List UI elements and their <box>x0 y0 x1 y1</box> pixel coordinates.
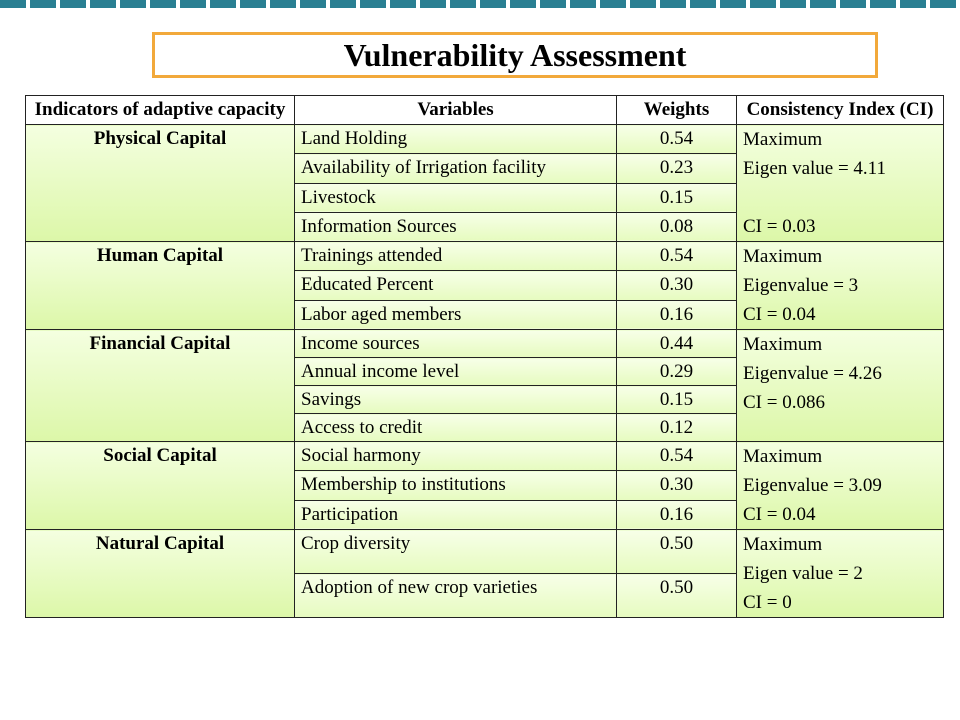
weight-cell: 0.29 <box>617 358 737 386</box>
title-box <box>152 32 878 78</box>
indicator-cell: Financial Capital <box>26 330 295 442</box>
consistency-index-cell <box>737 442 944 530</box>
ci-line: Eigen value = 4.11 <box>743 158 886 179</box>
ci-line: CI = 0.086 <box>743 392 825 413</box>
ci-line: Eigen value = 2 <box>743 563 863 584</box>
indicator-cell: Social Capital <box>26 442 295 530</box>
ci-line: CI = 0.03 <box>743 216 816 237</box>
weight-cell: 0.50 <box>617 574 737 618</box>
variable-cell: Availability of Irrigation facility <box>295 154 617 183</box>
variable-cell: Participation <box>295 500 617 529</box>
table-row <box>26 530 944 574</box>
weight-cell: 0.54 <box>617 242 737 271</box>
variable-cell: Crop diversity <box>295 530 617 574</box>
variable-cell: Labor aged members <box>295 300 617 329</box>
indicator-cell: Human Capital <box>26 242 295 330</box>
header-ci: Consistency Index (CI) <box>737 96 944 125</box>
ci-line <box>743 183 937 212</box>
weight-cell: 0.12 <box>617 414 737 442</box>
variable-cell: Livestock <box>295 183 617 212</box>
ci-line: CI = 0.04 <box>743 304 816 325</box>
top-decorative-bar <box>0 0 960 8</box>
ci-line: CI = 0 <box>743 592 792 613</box>
table-header-row <box>26 96 944 125</box>
vulnerability-table <box>25 95 944 618</box>
ci-line: Eigenvalue = 3 <box>743 275 859 296</box>
weight-cell: 0.16 <box>617 500 737 529</box>
ci-line: Maximum <box>743 334 823 355</box>
variable-cell: Savings <box>295 386 617 414</box>
weight-cell: 0.15 <box>617 183 737 212</box>
weight-cell: 0.30 <box>617 471 737 500</box>
weight-cell: 0.44 <box>617 330 737 358</box>
variable-cell: Educated Percent <box>295 271 617 300</box>
ci-line: Maximum <box>743 446 823 467</box>
table-row <box>26 242 944 271</box>
table-row <box>26 442 944 471</box>
ci-line: Maximum <box>743 246 823 267</box>
ci-line: Maximum <box>743 129 823 150</box>
weight-cell: 0.08 <box>617 212 737 241</box>
indicator-cell: Physical Capital <box>26 125 295 242</box>
consistency-index-cell <box>737 330 944 442</box>
ci-line: Maximum <box>743 534 823 555</box>
consistency-index-cell <box>737 242 944 330</box>
variable-cell: Land Holding <box>295 125 617 154</box>
variable-cell: Access to credit <box>295 414 617 442</box>
weight-cell: 0.15 <box>617 386 737 414</box>
table-row <box>26 125 944 154</box>
page-title: Vulnerability Assessment <box>343 36 687 73</box>
header-weights: Weights <box>617 96 737 125</box>
table-body <box>26 125 944 618</box>
consistency-index-cell <box>737 125 944 242</box>
variable-cell: Membership to institutions <box>295 471 617 500</box>
ci-line: Eigenvalue = 4.26 <box>743 363 882 384</box>
variable-cell: Annual income level <box>295 358 617 386</box>
variable-cell: Trainings attended <box>295 242 617 271</box>
header-variables: Variables <box>295 96 617 125</box>
variable-cell: Social harmony <box>295 442 617 471</box>
consistency-index-cell <box>737 530 944 618</box>
weight-cell: 0.16 <box>617 300 737 329</box>
table-row <box>26 330 944 358</box>
weight-cell: 0.30 <box>617 271 737 300</box>
variable-cell: Income sources <box>295 330 617 358</box>
variable-cell: Adoption of new crop varieties <box>295 574 617 618</box>
header-indicator: Indicators of adaptive capacity <box>26 96 295 125</box>
weight-cell: 0.54 <box>617 442 737 471</box>
ci-line: CI = 0.04 <box>743 504 816 525</box>
ci-line: Eigenvalue = 3.09 <box>743 475 882 496</box>
weight-cell: 0.50 <box>617 530 737 574</box>
weight-cell: 0.54 <box>617 125 737 154</box>
indicator-cell: Natural Capital <box>26 530 295 618</box>
variable-cell: Information Sources <box>295 212 617 241</box>
weight-cell: 0.23 <box>617 154 737 183</box>
